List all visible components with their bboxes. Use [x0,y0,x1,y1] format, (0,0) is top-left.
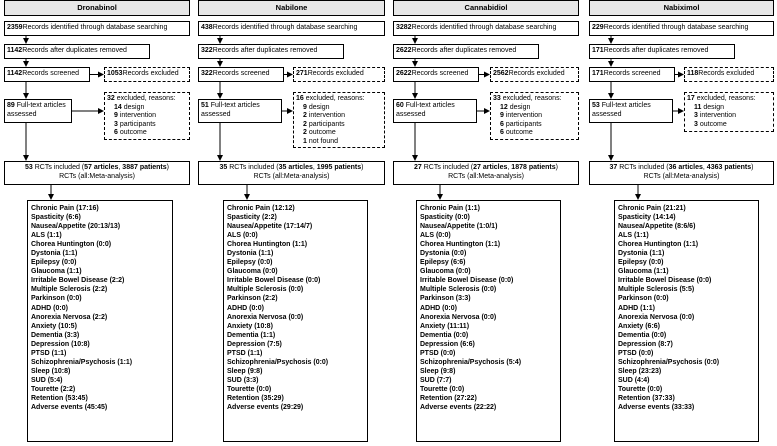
fulltext-assessed-box [393,99,477,123]
indication-item: Anxiety (6:6) [618,322,661,330]
indication-item: ADHD (0:0) [227,304,264,312]
indication-list-box [614,200,759,442]
indication-item: Retention (35:29) [227,394,284,402]
rcts-included-count: 53 [24,164,33,171]
records-after-duplicates-box [589,44,735,59]
indication-item: Glaucoma (1:1) [618,268,669,276]
fulltext-line-2 [592,111,670,120]
exclusion-reason-label: design [123,103,145,111]
records-identified-count: 3282 [396,24,412,32]
exclusion-reason [296,138,382,147]
rcts-patients: 1878 patients [511,164,556,171]
after-duplicates-count: 322 [201,47,213,55]
rcts-sep: , [312,164,317,171]
exclusion-reason-label: outcome [505,129,533,137]
records-excluded-count: 2562 [493,70,509,78]
indication-item: Parkinson (0:0) [618,295,669,303]
rcts-sep: , [507,164,512,171]
fulltext-count: 51 [201,102,209,109]
exclusion-reason-count: 6 [500,129,504,137]
rcts-patients: 3887 patients [122,164,167,171]
rcts-close: ) [555,164,558,171]
rcts-meta-analysis-label [201,173,382,182]
fulltext-count: 60 [396,102,404,109]
after-duplicates-count: 171 [592,47,604,55]
indication-item: Multiple Sclerosis (2:2) [31,286,108,294]
rcts-articles: 27 articles [473,164,508,171]
rcts-articles: 57 articles [84,164,119,171]
after-duplicates-label: Records after duplicates removed [22,47,127,55]
rcts-sep: , [118,164,123,171]
exclusion-reason-label: intervention [505,112,543,120]
after-duplicates-label: Records after duplicates removed [603,47,709,55]
rcts-meta-analysis-text: RCTs (all:Meta-analysis) [59,172,135,180]
indication-item: Sleep (9:8) [227,367,263,375]
rcts-close: ) [751,164,754,171]
indication-item: Sleep (9:8) [420,367,456,375]
indication-item: Anxiety (10:5) [31,322,77,330]
records-identified-box [4,21,190,36]
column-header: Cannabidiol [393,0,579,16]
indication-item: SUD (4:4) [618,376,650,384]
indication-item: Glaucoma (0:0) [420,268,471,276]
fulltext-label: Full-text articles [601,102,651,109]
rcts-sep: , [702,164,707,171]
rcts-included-count: 37 [609,164,618,171]
indication-item: Sleep (23:23) [618,367,662,375]
indication-item: Anorexia Nervosa (0:0) [618,313,695,321]
records-screened-count: 1142 [7,70,23,78]
indication-item: Chorea Huntington (1:1) [420,241,501,249]
indication-item: Dementia (0:0) [618,331,667,339]
after-duplicates-label: Records after duplicates removed [411,47,517,55]
fulltext-excluded-box [684,92,774,132]
indication-item: Nausea/Appetite (8:6/6) [618,223,696,231]
indication-item: Dystonia (1:1) [618,250,665,258]
indication-item: Multiple Sclerosis (0:0) [227,286,304,294]
exclusion-reason-count: 14 [114,103,122,111]
rcts-meta-analysis-text: RCTs (all:Meta-analysis) [253,172,330,180]
indication-item: Adverse events (29:29) [227,404,304,412]
fulltext-assessed-box [198,99,282,123]
fulltext-excluded-heading [107,95,187,104]
indication-item: Dystonia (0:0) [420,250,467,258]
indication-item: Dementia (0:0) [420,331,469,339]
indication-item: Retention (37:33) [618,394,675,402]
records-excluded-count: 118 [687,70,699,78]
exclusion-reason-count: 9 [114,112,118,120]
records-screened-box [198,67,284,82]
indication-item: Dystonia (1:1) [31,250,78,258]
exclusion-reason-count: 6 [500,120,504,128]
indication-item: ADHD (0:0) [31,304,68,312]
indication-item: Chronic Pain (12:12) [227,205,295,212]
indication-item: Tourette (2:2) [31,385,76,393]
exclusion-reason-label: participants [505,120,542,128]
indication-item: Adverse events (22:22) [420,404,497,412]
indication-item: Adverse events (33:33) [618,404,695,412]
records-excluded-label: Records excluded [307,70,364,78]
records-identified-box [198,21,385,36]
indication-item: PTSD (0:0) [618,349,654,357]
records-identified-label: Records identified through database searching [603,24,749,32]
indication-item: ADHD (1:1) [618,304,655,312]
indication-item: PTSD (1:1) [31,349,67,357]
exclusion-reason-count: 9 [303,103,307,111]
indication-item: Irritable Bowel Disease (0:0) [420,277,514,285]
exclusion-reason-label: design [308,103,330,111]
fulltext-line-1 [201,102,279,111]
after-duplicates-label: Records after duplicates removed [212,47,318,55]
fulltext-excluded-box [104,92,190,140]
exclusion-reason [296,104,382,113]
indication-item: Epilepsy (6:6) [420,259,466,267]
indication-item: Chorea Huntington (1:1) [227,241,308,249]
exclusion-reason [107,112,187,121]
rcts-meta-analysis-text: RCTs (all:Meta-analysis) [448,172,524,180]
indication-item: Irritable Bowel Disease (0:0) [227,277,321,285]
exclusion-reason-count: 11 [694,103,702,111]
records-identified-label: Records identified through database searching [22,24,168,32]
rcts-meta-analysis-label [592,173,771,182]
indication-item: Chronic Pain (21:21) [618,205,686,212]
indication-item: SUD (3:3) [227,376,259,384]
fulltext-excluded-label: excluded, reasons: [696,95,756,102]
exclusion-reason-label: intervention [699,112,737,120]
exclusion-reason-count: 3 [114,120,118,128]
rcts-included-count: 27 [413,164,422,171]
indication-item: Chorea Huntington (1:1) [618,241,699,249]
exclusion-reason [687,112,771,121]
exclusion-reason-count: 2 [303,112,307,120]
records-screened-box [589,67,675,82]
fulltext-label-2: assessed [201,110,231,118]
indication-item: Parkinson (2:2) [227,295,278,303]
exclusion-reason-count: 12 [500,103,508,111]
indication-item: ALS (0:0) [227,232,258,240]
after-duplicates-count: 2622 [396,47,412,55]
records-excluded-box [104,67,190,82]
exclusion-reason-count: 1 [303,137,307,145]
rcts-included-box [198,161,385,185]
exclusion-reason [107,104,187,113]
indication-item: Spasticity (6:6) [31,214,81,222]
records-screened-box [393,67,479,82]
indication-item: Glaucoma (1:1) [31,268,82,276]
indication-item: Chronic Pain (1:1) [420,205,480,212]
rcts-patients: 1995 patients [316,164,362,171]
fulltext-line-1 [592,102,670,111]
fulltext-label-2: assessed [7,110,37,118]
indication-list-box [27,200,173,442]
indication-item: Dementia (1:1) [227,331,276,339]
fulltext-excluded-label: excluded, reasons: [305,95,365,102]
exclusion-reason [687,104,771,113]
indication-item: Epilepsy (0:0) [31,259,77,267]
indication-item: SUD (5:4) [31,376,63,384]
exclusion-reason-label: design [703,103,724,111]
indication-item: Spasticity (0:0) [420,214,470,222]
records-screened-label: Records screened [212,70,270,78]
exclusion-reason [107,129,187,138]
indication-item: Schizophrenia/Psychosis (0:0) [618,358,720,366]
column-header: Dronabinol [4,0,190,16]
records-excluded-count: 1053 [107,70,123,78]
exclusion-reason-label: design [509,103,531,111]
indication-item: Depression (8:7) [618,340,673,348]
indication-item: Anorexia Nervosa (0:0) [420,313,497,321]
indication-item: Anxiety (11:11) [420,322,470,330]
indication-item: Chorea Huntington (0:0) [31,241,112,249]
rcts-included-text: RCTs included ( [34,164,85,171]
after-duplicates-count: 1142 [7,47,23,55]
indication-item: PTSD (0:0) [420,349,456,357]
fulltext-line-1 [7,102,69,111]
indication-item: Parkinson (0:0) [31,295,82,303]
fulltext-label: Full-text articles [210,102,260,109]
indication-item: Spasticity (14:14) [618,214,676,222]
rcts-included-line [592,164,771,173]
rcts-close: ) [166,164,169,171]
exclusion-reason-count: 9 [500,112,504,120]
fulltext-label-2: assessed [396,110,426,118]
exclusion-reason [493,112,576,121]
exclusion-reason-count: 3 [694,112,698,120]
exclusion-reason-label: participants [119,120,156,128]
exclusion-reason-label: outcome [308,129,336,137]
rcts-included-count: 35 [219,164,228,171]
column-header: Nabiximol [589,0,774,16]
records-excluded-box [684,67,774,82]
fulltext-excluded-count: 16 [296,95,304,102]
indication-item: Multiple Sclerosis (5:5) [618,286,695,294]
exclusion-reason [493,129,576,138]
records-screened-count: 2622 [396,70,412,78]
records-after-duplicates-box [393,44,539,59]
rcts-patients: 4363 patients [706,164,752,171]
exclusion-reason-label: intervention [119,112,157,120]
exclusion-reason-label: intervention [308,112,346,120]
indication-item: Nausea/Appetite (20:13/13) [31,223,121,231]
rcts-articles: 36 articles [668,164,703,171]
fulltext-excluded-heading [687,95,771,104]
column-header: Nabilone [198,0,385,16]
rcts-included-text: RCTs included ( [619,164,669,171]
rcts-included-text: RCTs included ( [229,164,279,171]
fulltext-excluded-label: excluded, reasons: [116,95,176,102]
records-identified-label: Records identified through database searching [212,24,358,32]
indication-item: Irritable Bowel Disease (2:2) [31,277,125,285]
fulltext-excluded-count: 17 [687,95,695,102]
fulltext-excluded-label: excluded, reasons: [502,95,562,102]
exclusion-reason [493,121,576,130]
indication-item: Sleep (10:8) [31,367,71,375]
records-identified-count: 229 [592,24,604,32]
indication-item: Tourette (0:0) [618,385,663,393]
records-screened-count: 171 [592,70,604,78]
records-identified-box [589,21,774,36]
indication-item: Spasticity (2:2) [227,214,277,222]
exclusion-reason [687,121,771,130]
rcts-meta-analysis-label [7,173,187,182]
indication-item: Schizophrenia/Psychosis (1:1) [31,358,133,366]
indication-item: Retention (27:22) [420,394,477,402]
indication-item: Dystonia (1:1) [227,250,274,258]
fulltext-label-2: assessed [592,110,622,118]
fulltext-line-2 [201,111,279,120]
records-identified-box [393,21,579,36]
indication-item: Chronic Pain (17:16) [31,205,99,212]
indication-item: Parkinson (3:3) [420,295,471,303]
records-excluded-count: 271 [296,70,308,78]
indication-item: Epilepsy (0:0) [618,259,664,267]
records-screened-box [4,67,90,82]
rcts-included-line [7,164,187,173]
rcts-articles: 35 articles [278,164,313,171]
indication-item: Anorexia Nervosa (0:0) [227,313,304,321]
records-excluded-label: Records excluded [698,70,755,78]
rcts-included-box [4,161,190,185]
fulltext-line-2 [396,111,474,120]
exclusion-reason-label: participants [308,120,345,128]
exclusion-reason-count: 2 [303,120,307,128]
exclusion-reason-count: 6 [114,129,118,137]
fulltext-excluded-count: 32 [107,95,115,102]
records-after-duplicates-box [198,44,344,59]
records-identified-label: Records identified through database searching [411,24,557,32]
fulltext-count: 53 [592,102,600,109]
fulltext-line-1 [396,102,474,111]
records-after-duplicates-box [4,44,150,59]
indication-item: PTSD (1:1) [227,349,263,357]
exclusion-reason-label: not found [308,137,339,145]
records-excluded-box [293,67,385,82]
indication-item: Epilepsy (0:0) [227,259,273,267]
fulltext-excluded-count: 33 [493,95,501,102]
indication-item: Anorexia Nervosa (2:2) [31,313,108,321]
fulltext-line-2 [7,111,69,120]
records-identified-count: 2359 [7,24,23,32]
fulltext-excluded-heading [493,95,576,104]
indication-item: Tourette (0:0) [420,385,465,393]
indication-list-box [416,200,561,442]
fulltext-excluded-box [293,92,385,148]
fulltext-excluded-box [490,92,579,140]
indication-item: Nausea/Appetite (17:14/7) [227,223,313,231]
indication-item: Nausea/Appetite (1:0/1) [420,223,498,231]
indication-item: Tourette (0:0) [227,385,272,393]
fulltext-label: Full-text articles [16,102,66,109]
rcts-included-line [201,164,382,173]
indication-item: Depression (7:5) [227,340,282,348]
exclusion-reason [296,112,382,121]
fulltext-assessed-box [4,99,72,123]
rcts-meta-analysis-label [396,173,576,182]
fulltext-assessed-box [589,99,673,123]
exclusion-reason-label: outcome [699,120,727,128]
indication-item: ALS (1:1) [618,232,649,240]
rcts-meta-analysis-text: RCTs (all:Meta-analysis) [643,172,720,180]
indication-item: Schizophrenia/Psychosis (0:0) [227,358,329,366]
exclusion-reason [296,129,382,138]
records-screened-label: Records screened [603,70,661,78]
records-excluded-box [490,67,579,82]
indication-item: ADHD (0:0) [420,304,457,312]
records-screened-count: 322 [201,70,213,78]
rcts-close: ) [361,164,364,171]
indication-item: Anxiety (10:8) [227,322,273,330]
records-identified-count: 438 [201,24,213,32]
rcts-included-box [393,161,579,185]
indication-item: Depression (10:8) [31,340,90,348]
fulltext-label: Full-text articles [405,102,455,109]
exclusion-reason-count: 2 [303,129,307,137]
rcts-included-text: RCTs included ( [423,164,474,171]
records-excluded-label: Records excluded [508,70,565,78]
fulltext-excluded-heading [296,95,382,104]
indication-item: Adverse events (45:45) [31,404,108,412]
records-screened-label: Records screened [22,70,79,78]
indication-item: Glaucoma (0:0) [227,268,278,276]
records-screened-label: Records screened [411,70,469,78]
indication-item: Dementia (3:3) [31,331,80,339]
indication-item: ALS (1:1) [31,232,62,240]
indication-item: Depression (6:6) [420,340,475,348]
exclusion-reason-label: outcome [119,129,147,137]
indication-item: SUD (7:7) [420,376,452,384]
rcts-included-box [589,161,774,185]
exclusion-reason-count: 3 [694,120,698,128]
fulltext-count: 89 [7,102,15,109]
indication-item: Multiple Sclerosis (0:0) [420,286,497,294]
indication-list-box [223,200,368,442]
indication-item: Retention (53:45) [31,394,88,402]
rcts-included-line [396,164,576,173]
indication-item: Schizophrenia/Psychosis (5:4) [420,358,522,366]
exclusion-reason [296,121,382,130]
exclusion-reason [107,121,187,130]
exclusion-reason [493,104,576,113]
indication-item: Irritable Bowel Disease (0:0) [618,277,712,285]
indication-item: ALS (0:0) [420,232,451,240]
records-excluded-label: Records excluded [122,70,179,78]
